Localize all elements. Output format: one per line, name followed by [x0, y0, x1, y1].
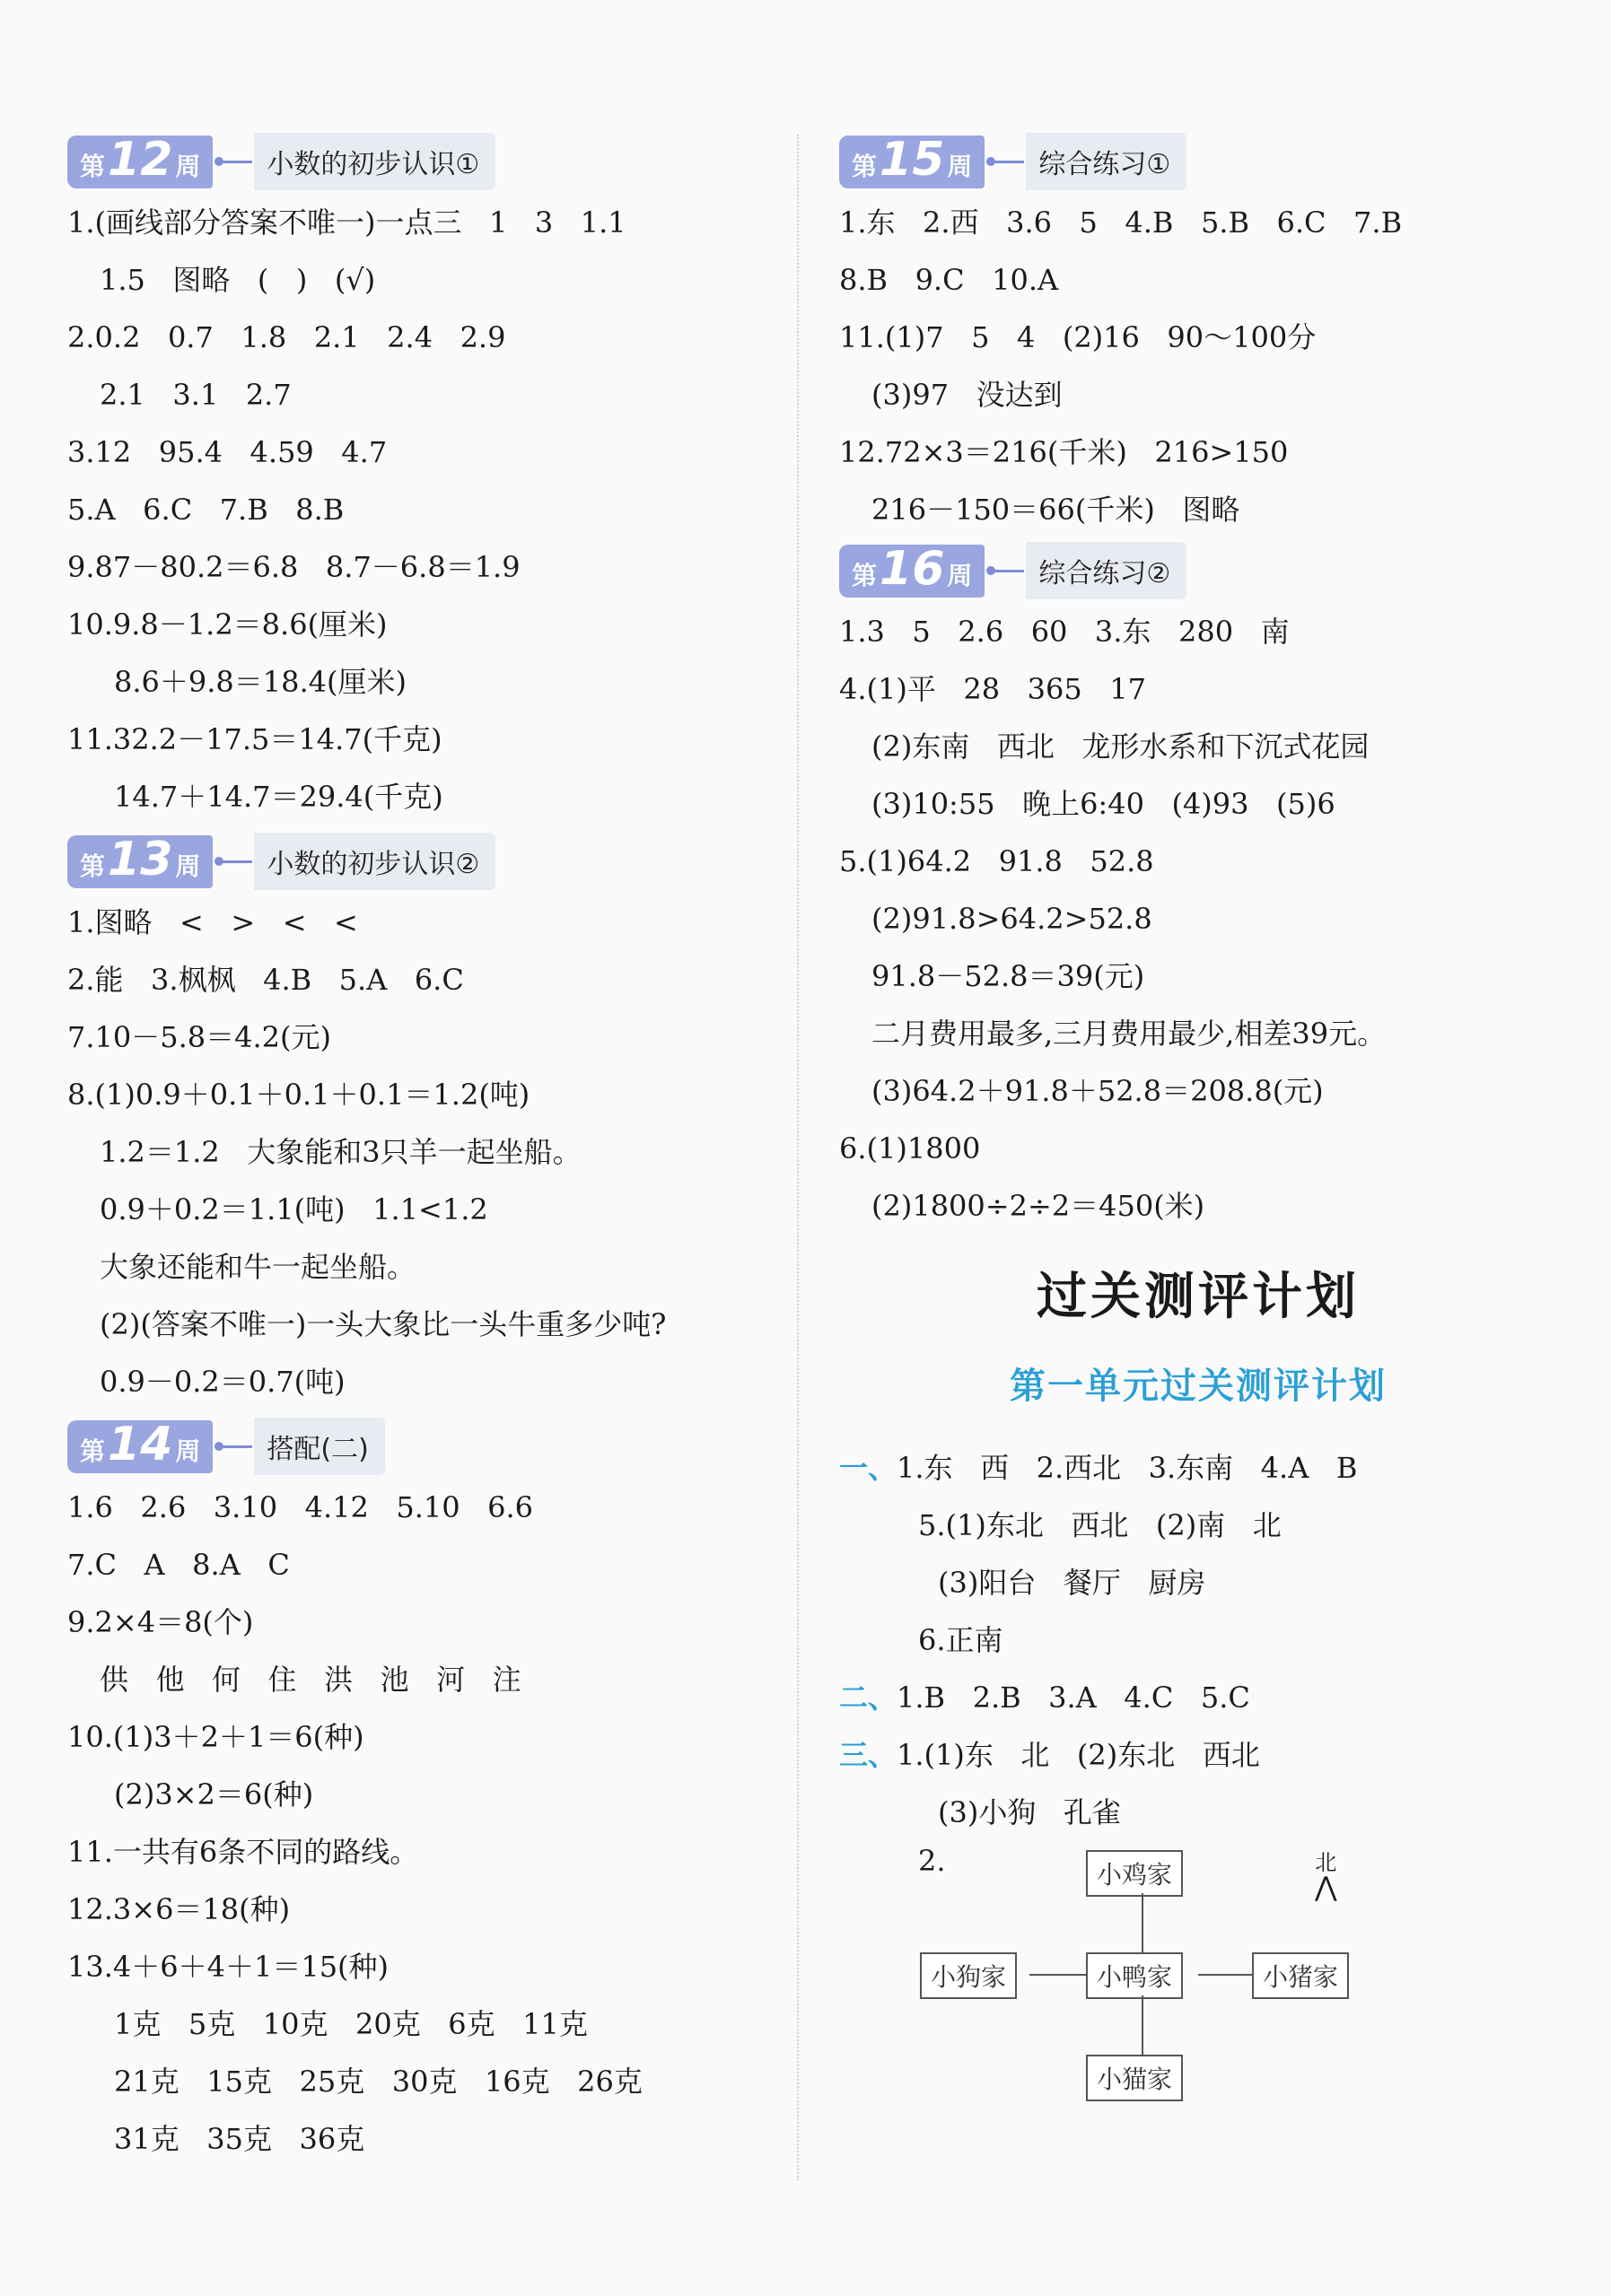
answer-line: 0.9＋0.2＝1.1(吨) 1.1<1.2	[100, 1192, 488, 1227]
connector-icon	[218, 1445, 252, 1448]
answer-line: (3)阳台 餐厅 厨房	[938, 1566, 1206, 1600]
answer-line: (3)64.2＋91.8＋52.8＝208.8(元)	[871, 1074, 1324, 1108]
diagram-box-bottom: 小猫家	[1086, 2055, 1183, 2101]
answer-line: 2.0.2 0.7 1.8 2.1 2.4 2.9	[67, 320, 506, 354]
answer-line: 5.(1)64.2 91.8 52.8	[839, 844, 1154, 878]
week-badge	[67, 132, 213, 188]
week-title: 综合练习②	[1026, 542, 1186, 599]
answer-line: 1.2＝1.2 大象能和3只羊一起坐船。	[100, 1135, 582, 1169]
answer-line: (2)91.8>64.2>52.8	[871, 902, 1152, 936]
answer-line: 7.C A 8.A C	[67, 1548, 290, 1582]
answer-line: 1.(画线部分答案不唯一)一点三 1 3 1.1	[67, 205, 626, 240]
answer-line: (2)3×2＝6(种)	[114, 1777, 314, 1811]
answer-line: 3.12 95.4 4.59 4.7	[67, 435, 388, 469]
connector-icon	[990, 570, 1024, 572]
answer-text: 1.B 2.B 3.A 4.C 5.C	[897, 1681, 1250, 1715]
answer-line: 供 他 何 住 洪 池 河 注	[100, 1663, 521, 1697]
answer-line: 9.87－80.2＝6.8 8.7－6.8＝1.9	[67, 550, 521, 584]
answer-line: 大象还能和牛一起坐船。	[100, 1250, 416, 1284]
answer-line: 2.1 3.1 2.7	[100, 378, 292, 412]
north-label: 北	[1315, 1850, 1337, 1875]
week-number: 12	[108, 132, 173, 187]
week-suffix: 周	[947, 560, 973, 590]
answer-line: 12.72×3＝216(千米) 216>150	[839, 435, 1289, 469]
answer-line: 二月费用最多,三月费用最少,相差39元。	[871, 1017, 1387, 1051]
answer-line: 1.图略 < > < <	[67, 905, 358, 939]
week-badge	[67, 832, 213, 888]
north-indicator	[1315, 1845, 1337, 1903]
week-suffix: 周	[947, 151, 973, 181]
answer-line: (3)小狗 孔雀	[938, 1795, 1121, 1829]
section-label: 三、	[839, 1738, 897, 1772]
answer-line: (3)97 没达到	[871, 378, 1063, 412]
section-big-title: 过关测评计划	[1037, 1267, 1360, 1326]
diagram-box-center: 小鸭家	[1086, 1952, 1183, 1999]
week-title: 搭配(二)	[254, 1418, 384, 1475]
week-prefix: 第	[80, 1436, 106, 1466]
week-badge	[839, 541, 985, 598]
week-title: 综合练习①	[1026, 133, 1186, 190]
answer-text: 1.东 西 2.西北 3.东南 4.A B	[897, 1451, 1358, 1485]
week-number: 16	[880, 541, 945, 596]
answer-line: (2)(答案不唯一)一头大象比一头牛重多少吨?	[100, 1307, 667, 1341]
direction-diagram	[839, 1832, 1557, 2101]
column-divider	[797, 135, 799, 2180]
answer-line: 14.7＋14.7＝29.4(千克)	[114, 780, 443, 814]
answer-line: 216－150＝66(千米) 图略	[871, 493, 1240, 527]
diagram-connector	[1029, 1974, 1086, 1976]
answer-line: 1.东 2.西 3.6 5 4.B 5.B 6.C 7.B	[839, 205, 1403, 240]
diagram-connector	[1142, 1893, 1143, 1952]
answer-line: 10.(1)3＋2＋1＝6(种)	[67, 1720, 364, 1754]
answer-line: 2.能 3.枫枫 4.B 5.A 6.C	[67, 963, 464, 997]
answer-line	[839, 1669, 1557, 1726]
answer-line: 5.A 6.C 7.B 8.B	[67, 493, 345, 527]
week12-header	[67, 132, 785, 188]
week15-header	[839, 132, 1557, 188]
answer-line: 7.10－5.8＝4.2(元)	[67, 1020, 332, 1054]
diagram-box-right: 小猪家	[1252, 1952, 1349, 1999]
answer-line: 1克 5克 10克 20克 6克 11克	[114, 2007, 588, 2041]
answer-line: (3)10:55 晚上6:40 (4)93 (5)6	[871, 787, 1335, 821]
week16-header	[839, 541, 1557, 598]
section-label: 二、	[839, 1681, 897, 1715]
answer-line: 9.2×4＝8(个)	[67, 1605, 254, 1639]
week-prefix: 第	[80, 851, 106, 881]
week-title: 小数的初步认识①	[254, 133, 495, 190]
answer-line: 0.9－0.2＝0.7(吨)	[100, 1365, 346, 1399]
week-number: 14	[108, 1417, 173, 1471]
answer-line: (2)1800÷2÷2＝450(米)	[871, 1189, 1205, 1223]
answer-line: 5.(1)东北 西北 (2)南 北	[918, 1508, 1282, 1542]
answer-line	[839, 1726, 1557, 1784]
north-arrow-icon: ⋀	[1315, 1872, 1337, 1903]
week-title: 小数的初步认识②	[254, 833, 495, 890]
answer-line: 4.(1)平 28 365 17	[839, 672, 1146, 706]
week-prefix: 第	[852, 151, 878, 181]
week-badge	[839, 132, 985, 188]
week14-header	[67, 1419, 785, 1473]
question-label: 2.	[918, 1844, 946, 1878]
diagram-box-left: 小狗家	[920, 1952, 1017, 1999]
answer-line: 12.3×6＝18(种)	[67, 1892, 291, 1926]
answer-line: 8.6＋9.8＝18.4(厘米)	[114, 665, 407, 699]
week-badge	[67, 1417, 213, 1473]
answer-text: 1.(1)东 北 (2)东北 西北	[897, 1738, 1260, 1772]
diagram-connector	[1198, 1974, 1252, 1976]
right-column	[839, 132, 1557, 2101]
connector-icon	[990, 161, 1024, 163]
week-number: 13	[108, 832, 173, 886]
week-prefix: 第	[852, 560, 878, 590]
answer-line: 21克 15克 25克 30克 16克 26克	[114, 2065, 643, 2099]
answer-line: 1.3 5 2.6 60 3.东 280 南	[839, 615, 1290, 649]
answer-line: 10.9.8－1.2＝8.6(厘米)	[67, 607, 388, 642]
connector-icon	[218, 161, 252, 163]
answer-line: 6.正南	[918, 1623, 1003, 1657]
diagram-box-top: 小鸡家	[1086, 1850, 1183, 1897]
answer-line: 8.(1)0.9＋0.1＋0.1＋0.1＝1.2(吨)	[67, 1078, 530, 1112]
answer-line: 11.(1)7 5 4 (2)16 90～100分	[839, 320, 1317, 354]
diagram-connector	[1142, 1995, 1143, 2055]
answer-line: 31克 35克 36克	[114, 2122, 365, 2156]
week-prefix: 第	[80, 151, 106, 181]
answer-line: 11.32.2－17.5＝14.7(千克)	[67, 722, 442, 756]
answer-line: 8.B 9.C 10.A	[839, 263, 1059, 297]
answer-line: (2)东南 西北 龙形水系和下沉式花园	[871, 729, 1370, 764]
week-suffix: 周	[175, 851, 201, 881]
left-column	[67, 132, 785, 2168]
unit-title: 第一单元过关测评计划	[1010, 1366, 1387, 1407]
answer-line: 1.5 图略 ( ) (√)	[100, 263, 376, 297]
answer-line	[839, 1439, 1557, 1497]
week13-header	[67, 834, 785, 888]
section-label: 一、	[839, 1451, 897, 1485]
week-suffix: 周	[175, 151, 201, 181]
week-number: 15	[880, 132, 945, 187]
answer-line: 13.4＋6＋4＋1＝15(种)	[67, 1950, 390, 1984]
answer-line: 1.6 2.6 3.10 4.12 5.10 6.6	[67, 1490, 533, 1524]
connector-icon	[218, 860, 252, 863]
answer-line: 91.8－52.8＝39(元)	[871, 959, 1145, 993]
answer-line: 11.一共有6条不同的路线。	[67, 1835, 419, 1869]
week-suffix: 周	[175, 1436, 201, 1466]
answer-line: 6.(1)1800	[839, 1131, 981, 1165]
